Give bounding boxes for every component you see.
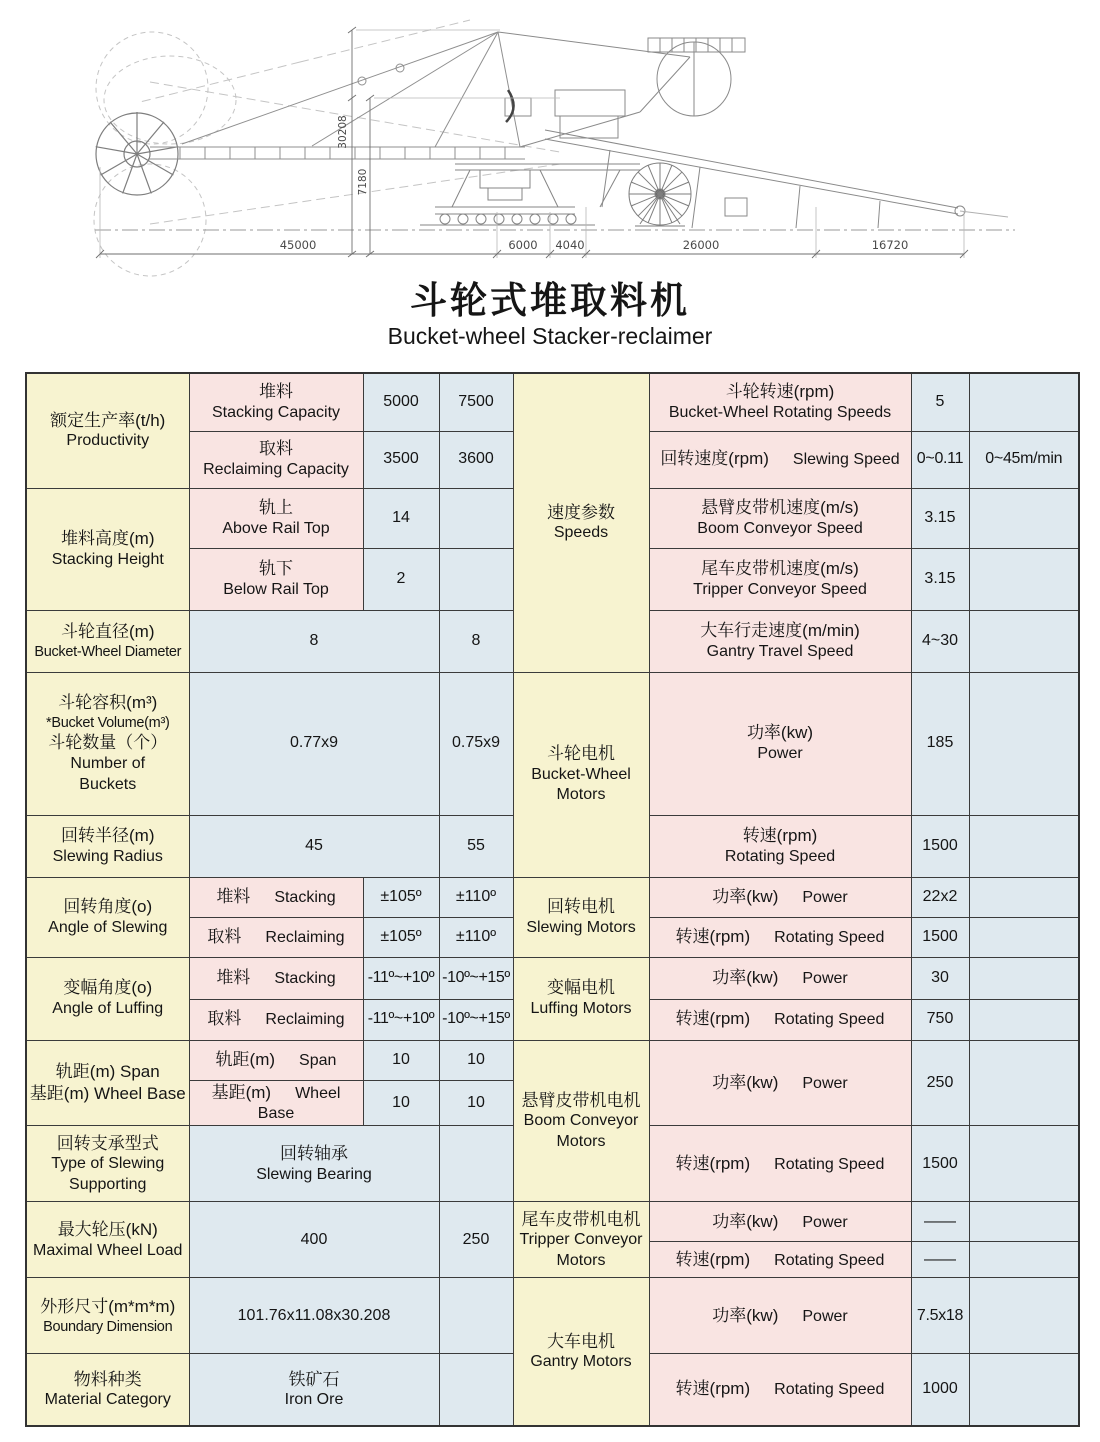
sublabel-wheelbase: [189, 1080, 363, 1126]
group-label-tripper-conveyor-motors: [513, 1202, 649, 1278]
dim-4040: 4040: [555, 238, 585, 252]
group-label-speeds: [513, 373, 649, 672]
value-material-category: [189, 1354, 439, 1426]
label-zh: 回转电机: [547, 896, 615, 916]
label-en: Slewing Speed: [792, 451, 900, 469]
sublabel-boom-motors-speed: [649, 1126, 911, 1202]
label-en: Maximal Wheel Load: [33, 1241, 183, 1259]
label-zh: 最大轮压(kN): [57, 1219, 158, 1239]
label-zh: 回转支承型式: [56, 1133, 159, 1153]
label-zh: 斗轮容积(m³): [58, 693, 158, 712]
value-zh: 铁矿石: [288, 1369, 340, 1389]
row-label-material-category: [26, 1354, 189, 1426]
label-en: Rotating Speed: [774, 928, 885, 946]
label-zh: 悬臂皮带机速度(m/s): [701, 497, 859, 517]
label-en: Bucket-Wheel Motors: [531, 765, 631, 804]
label-zh: 斗轮电机: [547, 744, 615, 764]
value-max-wheel-load-2: 250: [439, 1202, 513, 1278]
value-span-2: 10: [439, 1040, 513, 1080]
slewing-envelope-circles: [94, 20, 560, 276]
value-gantry-speed-1: 4~30: [911, 610, 969, 672]
spec-table: [25, 372, 1080, 1427]
row-label-span-wheelbase: [26, 1040, 189, 1126]
dim-26000: 26000: [682, 238, 720, 252]
label-zh: 斗轮数量（个）: [48, 733, 168, 753]
sublabel-gantry-motors-power: [649, 1278, 911, 1354]
label-zh: 堆料: [216, 967, 251, 987]
table-row: [26, 672, 1079, 815]
value-boom-motors-power-2: [969, 1040, 1079, 1126]
value-bw-rotating-1: 5: [911, 373, 969, 431]
label-zh: 堆料: [259, 382, 293, 402]
label-en: Bucket-Wheel Rotating Speeds: [668, 403, 892, 421]
label-zh: 轨上: [259, 497, 293, 517]
label-zh: 外形尺寸(m*m*m): [40, 1296, 176, 1316]
value-bw-motors-speed-2: [969, 815, 1079, 877]
sublabel-luffing-reclaiming: [189, 999, 363, 1040]
value-boom-speed-1: 3.15: [911, 488, 969, 548]
label-zh: 基距(m): [211, 1082, 272, 1102]
title-block: [0, 281, 1100, 350]
label-en: Rotating Speed: [774, 1381, 885, 1399]
page-title-zh: 斗轮式堆取料机: [410, 280, 690, 321]
value-bw-rotating-2: [969, 373, 1079, 431]
value-below-rail-1: 2: [363, 548, 439, 610]
sublabel-below-rail-top: [189, 548, 363, 610]
cable-reel: [629, 163, 691, 226]
row-label-boundary-dimension: [26, 1278, 189, 1354]
label-zh: 转速(rpm): [675, 1153, 751, 1173]
label-zh: 功率(kw): [712, 1305, 779, 1325]
sublabel-above-rail-top: [189, 488, 363, 548]
table-row: [26, 1278, 1079, 1354]
label-zh: 堆料: [216, 886, 251, 906]
value-tripper-speed-1: 3.15: [911, 548, 969, 610]
label-en: Power: [757, 745, 803, 763]
sublabel-stacking-capacity: [189, 373, 363, 431]
value-above-rail-1: 14: [363, 488, 439, 548]
value-bw-diameter-1: 8: [189, 610, 439, 672]
sublabel-slewing-stacking: [189, 877, 363, 917]
row-label-bucket-wheel-diameter: [26, 610, 189, 672]
value-gantry-motors-speed-2: [969, 1354, 1079, 1426]
label-en: Bucket-Wheel Diameter: [34, 643, 182, 660]
table-row: [26, 1040, 1079, 1080]
label-en: Gantry Motors: [530, 1353, 632, 1371]
label-en: Boom Conveyor Speed: [697, 519, 863, 537]
value-slewing-motors-power-1: 22x2: [911, 877, 969, 917]
page-title-en: Bucket-wheel Stacker-reclaimer: [387, 322, 713, 349]
dim-height-total: 30208: [337, 115, 349, 149]
sublabel-gantry-motors-speed: [649, 1354, 911, 1426]
label-en: Reclaiming: [265, 928, 345, 946]
value-slewing-motors-speed-1: 1500: [911, 917, 969, 957]
label-en: Luffing Motors: [530, 1000, 632, 1018]
value-slewing-radius-2: 55: [439, 815, 513, 877]
sublabel-slewing-reclaiming: [189, 917, 363, 957]
value-luffing-stacking-2: -10º~+15º: [439, 957, 513, 999]
value-material-category-2: [439, 1354, 513, 1426]
value-stacking-capacity-2: 7500: [439, 373, 513, 431]
value-reclaiming-capacity-2: 3600: [439, 431, 513, 488]
label-en: Reclaiming Capacity: [203, 461, 349, 479]
value-luffing-reclaiming-2: -10º~+15º: [439, 999, 513, 1040]
sublabel-bw-motors-speed: [649, 815, 911, 877]
label-en: Power: [802, 969, 848, 987]
value-type-of-slewing: [189, 1126, 439, 1202]
label-zh: 功率(kw): [712, 1072, 779, 1092]
sublabel-tripper-motors-power: [649, 1202, 911, 1242]
bucket-wheel-icon: [96, 112, 179, 195]
sublabel-bw-motors-power: [649, 672, 911, 815]
label-en: Productivity: [66, 432, 150, 450]
label-zh: 大车行走速度(m/min): [700, 620, 860, 640]
label-line1: 轨距(m) Span: [55, 1062, 160, 1082]
sublabel-boom-conveyor-speed: [649, 488, 911, 548]
label-zh: 大车电机: [547, 1331, 615, 1351]
value-boom-motors-speed-1: 1500: [911, 1126, 969, 1202]
label-en: Power: [802, 1307, 848, 1325]
value-wheelbase-2: 10: [439, 1080, 513, 1126]
group-label-slewing-motors: [513, 877, 649, 957]
label-en: Gantry Travel Speed: [706, 642, 854, 660]
label-zh: 尾车皮带机电机: [521, 1209, 641, 1229]
label-en: Above Rail Top: [222, 519, 330, 537]
label-en: Material Category: [44, 1391, 171, 1409]
label-en: Boundary Dimension: [43, 1318, 173, 1335]
value-boom-speed-2: [969, 488, 1079, 548]
sublabel-luffing-motors-power: [649, 957, 911, 999]
label-zh: 轨距(m): [215, 1049, 276, 1069]
sublabel-luffing-stacking: [189, 957, 363, 999]
value-above-rail-2: [439, 488, 513, 548]
label-zh: 转速(rpm): [742, 825, 818, 845]
label-en: Angle of Slewing: [48, 918, 168, 936]
label-en: Stacking Height: [51, 550, 164, 568]
value-reclaiming-capacity-1: 3500: [363, 431, 439, 488]
label-en: Rotating Speed: [774, 1011, 885, 1029]
label-zh: 尾车皮带机速度(m/s): [701, 558, 859, 578]
label-zh: 功率(kw): [712, 967, 779, 987]
group-label-bucket-wheel-motors: [513, 672, 649, 877]
label-en: Rotating Speed: [774, 1155, 885, 1173]
value-tripper-motors-speed-2: [969, 1242, 1079, 1278]
label-zh: 斗轮转速(rpm): [725, 382, 835, 402]
label-en: Power: [802, 888, 848, 906]
label-zh: 变幅角度(o): [63, 978, 153, 998]
value-slewing-stacking-1: ±105º: [363, 877, 439, 917]
sublabel-span: [189, 1040, 363, 1080]
value-stacking-capacity-1: 5000: [363, 373, 439, 431]
stacker-reclaimer-drawing: [0, 2, 1100, 292]
value-luffing-motors-power-2: [969, 957, 1079, 999]
value-bw-motors-power-2: [969, 672, 1079, 815]
label-en: Stacking: [274, 969, 336, 987]
value-luffing-motors-power-1: 30: [911, 957, 969, 999]
label-en: Speeds: [553, 524, 609, 542]
label-zh: 转速(rpm): [675, 1249, 751, 1269]
row-label-max-wheel-load: [26, 1202, 189, 1278]
value-boundary-dimension-1: 101.76x11.08x30.208: [189, 1278, 439, 1354]
label-en: Slewing Radius: [52, 847, 163, 865]
label-zh: 回转半径(m): [61, 825, 155, 845]
label-zh: 转速(rpm): [675, 1379, 751, 1399]
label-zh: 功率(kw): [746, 723, 814, 743]
value-bucket-volume-2: 0.75x9: [439, 672, 513, 815]
label-zh: 悬臂皮带机电机: [521, 1090, 641, 1110]
machine-house: [505, 90, 625, 138]
value-span-1: 10: [363, 1040, 439, 1080]
dimension-labels: [280, 115, 909, 252]
value-luffing-stacking-1: -11º~+10º: [363, 957, 439, 999]
label-zh: 取料: [207, 926, 242, 946]
value-slewing-speed-1: 0~0.11: [911, 431, 969, 488]
row-label-stacking-height: [26, 488, 189, 610]
dim-16720: 16720: [871, 238, 909, 252]
value-boom-motors-power-1: 250: [911, 1040, 969, 1126]
sublabel-tripper-motors-speed: [649, 1242, 911, 1278]
label-zh: 取料: [207, 1009, 242, 1029]
label-zh: 轨下: [259, 558, 293, 578]
value-bw-diameter-2: 8: [439, 610, 513, 672]
group-label-luffing-motors: [513, 957, 649, 1040]
label-zh: 堆料高度(m): [61, 528, 155, 548]
value-bucket-volume-1: 0.77x9: [189, 672, 439, 815]
table-row: [26, 957, 1079, 999]
label-zh: 转速(rpm): [675, 1009, 751, 1029]
label-zh: 斗轮直径(m): [61, 621, 155, 641]
label-en: Tripper Conveyor Motors: [519, 1231, 643, 1269]
value-slewing-motors-speed-2: [969, 917, 1079, 957]
label-en: Span: [299, 1051, 337, 1069]
label-zh: 转速(rpm): [675, 926, 751, 946]
value-max-wheel-load-1: 400: [189, 1202, 439, 1278]
value-gantry-motors-power-1: 7.5x18: [911, 1278, 969, 1354]
value-gantry-motors-speed-1: 1000: [911, 1354, 969, 1426]
value-en: Iron Ore: [284, 1391, 344, 1409]
table-row: [26, 1202, 1079, 1242]
label-en: Stacking: [274, 888, 336, 906]
sublabel-boom-motors-power: [649, 1040, 911, 1126]
value-luffing-motors-speed-2: [969, 999, 1079, 1040]
label-zh: 功率(kw): [712, 886, 779, 906]
value-tripper-speed-2: [969, 548, 1079, 610]
label-line2: 基距(m) Wheel Base: [29, 1083, 186, 1103]
value-type-of-slewing-2: [439, 1126, 513, 1202]
label-zh: 变幅电机: [547, 978, 615, 998]
row-label-type-of-slewing: [26, 1126, 189, 1202]
row-label-productivity: [26, 373, 189, 488]
sublabel-gantry-travel-speed: [649, 610, 911, 672]
value-slewing-radius-1: 45: [189, 815, 439, 877]
sublabel-bucket-wheel-rotating-speed: [649, 373, 911, 431]
group-label-boom-conveyor-motors: [513, 1040, 649, 1202]
value-slewing-stacking-2: ±110º: [439, 877, 513, 917]
table-row: [26, 877, 1079, 917]
mast-and-stays: [182, 32, 520, 147]
dim-6000: 6000: [508, 238, 538, 252]
value-gantry-speed-2: [969, 610, 1079, 672]
value-boundary-dimension-2: [439, 1278, 513, 1354]
row-label-slewing-radius: [26, 815, 189, 877]
label-zh: 额定生产率(t/h): [50, 410, 166, 430]
label-en: Angle of Luffing: [52, 1000, 164, 1018]
value-slewing-speed-2: 0~45m/min: [969, 431, 1079, 488]
value-gantry-motors-power-2: [969, 1278, 1079, 1354]
label-en: Boom Conveyor Motors: [523, 1112, 639, 1150]
label-en: Reclaiming: [265, 1011, 345, 1029]
dim-height-portal: 7180: [357, 168, 369, 196]
row-label-angle-of-slewing: [26, 877, 189, 957]
value-tripper-motors-power-1: ——: [911, 1202, 969, 1242]
value-tripper-motors-speed-1: ——: [911, 1242, 969, 1278]
value-slewing-motors-power-2: [969, 877, 1079, 917]
value-slewing-reclaiming-2: ±110º: [439, 917, 513, 957]
label-en: Rotating Speed: [774, 1251, 885, 1269]
label-en: *Bucket Volume(m³): [45, 714, 170, 731]
label-en: Tripper Conveyor Speed: [693, 580, 867, 598]
label-zh: 回转速度(rpm): [660, 449, 769, 469]
label-en: Rotating Speed: [724, 847, 836, 865]
group-label-gantry-motors: [513, 1278, 649, 1426]
label-zh: 取料: [259, 439, 293, 459]
value-slewing-reclaiming-1: ±105º: [363, 917, 439, 957]
value-wheelbase-1: 10: [363, 1080, 439, 1126]
label-en: Slewing Motors: [526, 918, 636, 936]
bogie-wheels: [440, 214, 576, 224]
label-en: Power: [802, 1074, 848, 1092]
value-zh: 回转轴承: [280, 1143, 348, 1163]
sublabel-tripper-conveyor-speed: [649, 548, 911, 610]
dim-45000: 45000: [279, 238, 317, 252]
label-en: Wheel Base: [257, 1084, 341, 1122]
row-label-bucket-volume: [26, 672, 189, 815]
feed-chute: [506, 90, 514, 122]
label-en: Type of Slewing Supporting: [51, 1155, 165, 1193]
value-luffing-reclaiming-1: -11º~+10º: [363, 999, 439, 1040]
label-en: Below Rail Top: [223, 580, 329, 598]
label-zh: 功率(kw): [712, 1211, 779, 1231]
sublabel-slewing-motors-speed: [649, 917, 911, 957]
value-boom-motors-speed-2: [969, 1126, 1079, 1202]
value-luffing-motors-speed-1: 750: [911, 999, 969, 1040]
value-bw-motors-power-1: 185: [911, 672, 969, 815]
label-en: Stacking Capacity: [211, 403, 341, 421]
label-zh: 速度参数: [547, 502, 615, 522]
label-zh: 物料种类: [73, 1369, 142, 1389]
label-zh: 回转角度(o): [63, 896, 153, 916]
row-label-angle-of-luffing: [26, 957, 189, 1040]
technical-drawing: [0, 2, 1100, 297]
table-row: [26, 373, 1079, 431]
value-below-rail-2: [439, 548, 513, 610]
sublabel-slewing-speed: [649, 431, 911, 488]
sublabel-reclaiming-capacity: [189, 431, 363, 488]
value-tripper-motors-power-2: [969, 1202, 1079, 1242]
value-en: Slewing Bearing: [256, 1165, 372, 1183]
tail-conveyor: [545, 130, 1008, 228]
value-bw-motors-speed-1: 1500: [911, 815, 969, 877]
sublabel-slewing-motors-power: [649, 877, 911, 917]
label-en: Number of Buckets: [70, 755, 146, 793]
label-en: Power: [802, 1213, 848, 1231]
sublabel-luffing-motors-speed: [649, 999, 911, 1040]
